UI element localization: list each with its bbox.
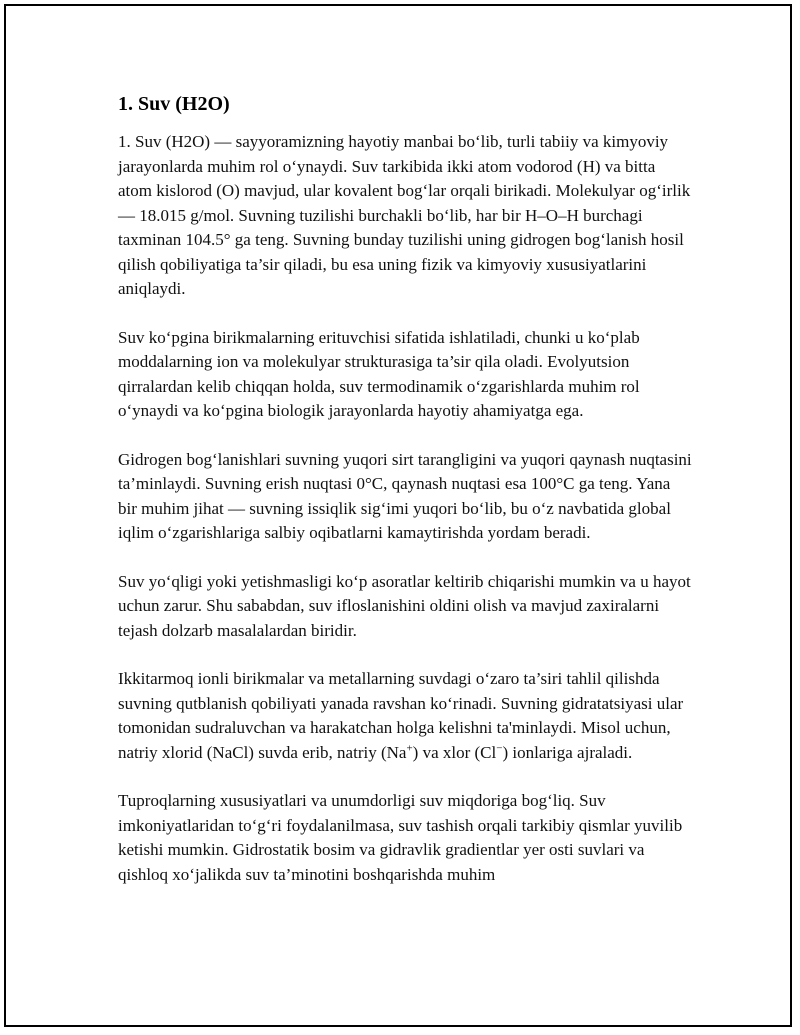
document-body bbox=[118, 90, 693, 911]
paragraph-5-text-b: ) va xlor (Cl bbox=[412, 742, 497, 762]
paragraph-4: Suv yo‘qligi yoki yetishmasligi ko‘p asoratlar keltirib chiqarishi mumkin va u hayot uchun zarur. Shu sababdan, suv ifloslanishini oldini olish va mavjud zaxiralarni tejash dolzarb masalalardan biridir. bbox=[118, 571, 691, 640]
paragraph-1: 1. Suv (H2O) — sayyoramizning hayotiy manbai bo‘lib, turli tabiiy va kimyoviy jarayonlarda muhim rol o‘ynaydi. Suv tarkibida ikki atom vodorod (H) va bitta atom kislorod (O) mavjud, ular kovalent bog‘lar orqali birikadi. Molekulyar og‘irlik — 18.015 g/mol. Suvning tuzilishi burchakli bo‘lib, har bir H–O–H burchagi taxminan 104.5° ga teng. Suvning bunday tuzilishi uning gidrogen bog‘lanish hosil qilish qobiliyatiga ta’sir qiladi, bu esa uning fizik va kimyoviy xususiyatlarini aniqlaydi. bbox=[118, 132, 691, 298]
section-heading: 1. Suv (H2O) bbox=[118, 93, 230, 115]
chloride-charge: − bbox=[496, 741, 503, 754]
paragraph-6: Tuproqlarning xususiyatlari va unumdorligi suv miqdoriga bog‘liq. Suv imkoniyatlaridan to‘g‘ri foydalanilmasa, suv tashish orqali tarkibiy qismlar yuvilib ketishi mumkin. Gidrostatik bosim va gidravlik gradientlar yer osti suvlari va qishloq xo‘jalikda suv ta’minotini boshqarishda muhim bbox=[118, 791, 683, 884]
paragraph-2: Suv ko‘pgina birikmalarning erituvchisi sifatida ishlatiladi, chunki u ko‘plab moddalarning ion va molekulyar strukturasiga ta’sir qila oladi. Evolyutsion qirralardan kelib chiqqan holda, suv termodinamik o‘zgarishlarda muhim rol o‘ynaydi va ko‘pgina biologik jarayonlarda hayotiy ahamiyatga ega. bbox=[118, 327, 640, 420]
paragraph-5-text-c: ) ionlariga ajraladi. bbox=[502, 742, 633, 762]
paragraph-5-text-a: Ikkitarmoq ionli birikmalar va metallarning suvdagi o‘zaro ta’siri tahlil qilishda suvning qutblanish qobiliyati yanada ravshan ko‘rinadi. Suvning gidratatsiyasi ular tomonidan sudraluvchan va harakatchan holga kelishni ta'minlaydi. Misol uchun, natriy xlorid (NaCl) suvda erib, natriy (Na bbox=[118, 669, 684, 762]
paragraph-5 bbox=[118, 667, 693, 765]
sodium-charge: + bbox=[406, 741, 413, 754]
paragraph-3: Gidrogen bog‘lanishlari suvning yuqori sirt tarangligini va yuqori qaynash nuqtasini ta’minlaydi. Suvning erish nuqtasi 0°C, qaynash nuqtasi esa 100°C ga teng. Yana bir muhim jihat — suvning issiqlik sig‘imi yuqori bo‘lib, bu o‘z navbatida global iqlim o‘zgarishlariga salbiy oqibatlarni kamaytirishda yordam beradi. bbox=[118, 449, 692, 542]
